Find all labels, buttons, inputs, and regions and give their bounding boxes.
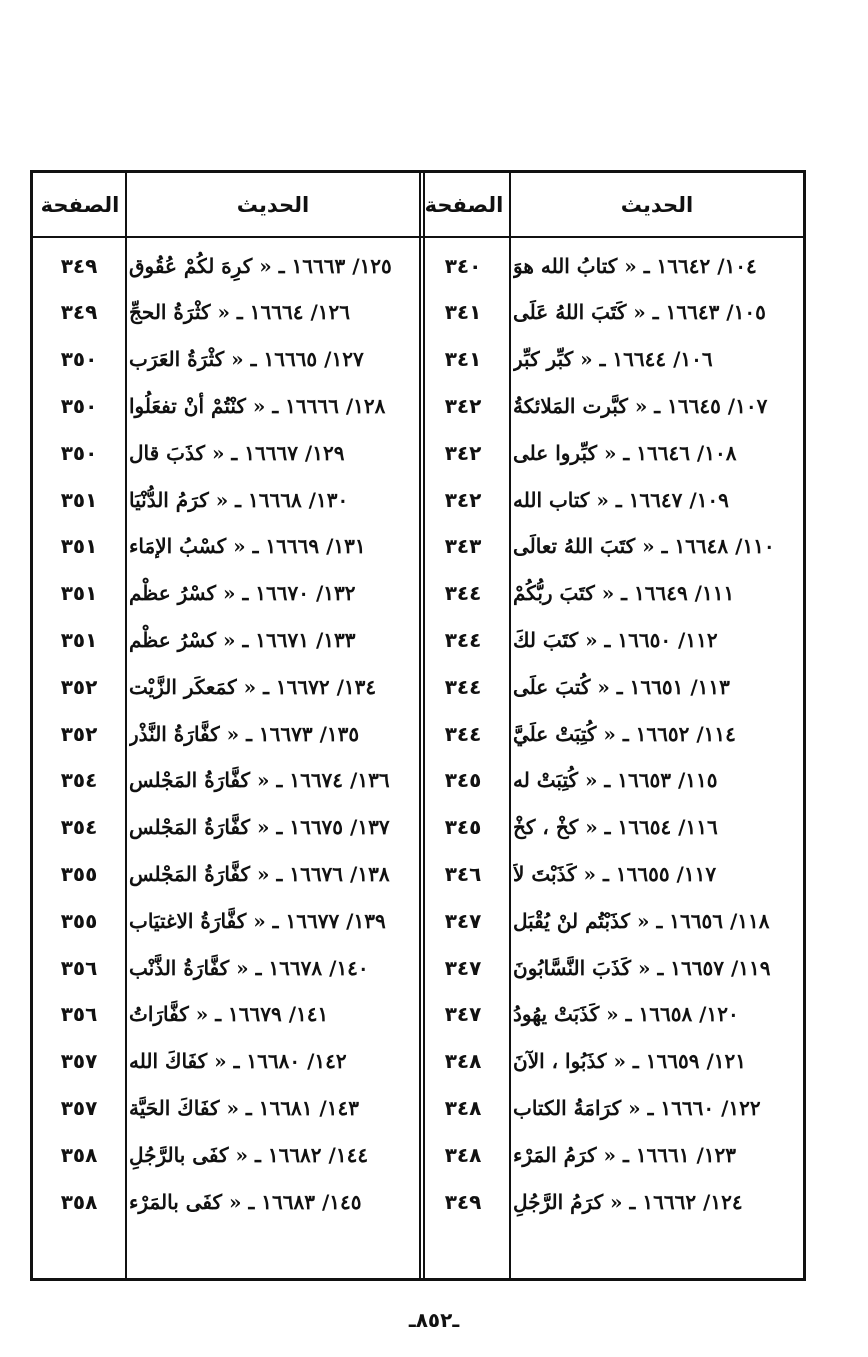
hadith-entry: ١٤٣/ ١٦٦٨١ ـ « كفَاكَ الحَيَّة — [129, 1095, 359, 1120]
page-ref: ٣٤٤ — [444, 674, 482, 699]
hadith-entry: ١٤٥/ ١٦٦٨٣ ـ « كفَى بالمَرْء — [129, 1189, 362, 1214]
table-row — [33, 430, 419, 475]
table-row — [417, 711, 803, 756]
table-row — [33, 477, 419, 522]
table-row — [417, 477, 803, 522]
table-row — [417, 898, 803, 943]
hadith-entry: ١٣٤/ ١٦٦٧٢ ـ « كمَعكَر الزَّيْت — [129, 674, 377, 699]
hadith-entry: ١٣٠/ ١٦٦٦٨ ـ « كرَمُ الدُّنْيَا — [129, 487, 349, 512]
hadith-entry: ١٢٠/ ١٦٦٥٨ ـ « كَذَبَتْ يهُودُ — [513, 1002, 739, 1027]
table-row — [33, 617, 419, 662]
table-row — [33, 1085, 419, 1130]
hadith-entry: ١٣٦/ ١٦٦٧٤ ـ « كفَّارَةُ المَجْلس — [129, 768, 390, 793]
hadith-entry: ١٣١/ ١٦٦٦٩ ـ « كسْبُ الإمَاء — [129, 534, 366, 559]
page-ref: ٣٥٦ — [60, 955, 98, 980]
page-ref: ٣٥٤ — [60, 815, 98, 840]
page-ref: ٣٤١ — [444, 347, 482, 372]
page-ref: ٣٤٢ — [444, 487, 482, 512]
page-ref: ٣٤٠ — [444, 253, 482, 278]
hadith-entry: ١١٢/ ١٦٦٥٠ ـ « كتَبَ لكَ — [513, 627, 718, 652]
page-ref: ٣٤٩ — [60, 300, 98, 325]
page-ref: ٣٥٤ — [60, 768, 98, 793]
table-row — [417, 571, 803, 616]
hadith-entry: ١٠٥/ ١٦٦٤٣ ـ « كَتَبَ اللهُ عَلَى — [513, 300, 766, 325]
page-ref: ٣٤٤ — [444, 581, 482, 606]
page-ref: ٣٤٧ — [444, 1002, 482, 1027]
page-ref: ٣٥٥ — [60, 908, 98, 933]
hadith-entry: ١٢٣/ ١٦٦٦١ ـ « كرَمُ المَرْء — [513, 1142, 737, 1167]
page-ref: ٣٤٨ — [444, 1095, 482, 1120]
page-ref: ٣٥٨ — [60, 1142, 98, 1167]
header-divider — [33, 236, 419, 238]
hadith-entry: ١٠٩/ ١٦٦٤٧ ـ « كتاب الله — [513, 487, 729, 512]
table-row — [33, 524, 419, 569]
hadith-entry: ١١٠/ ١٦٦٤٨ ـ « كتَبَ اللهُ تعالَى — [513, 534, 775, 559]
table-row — [33, 758, 419, 803]
hadith-entry: ١١٩/ ١٦٦٥٧ ـ « كَذَبَ النَّسَّابُونَ — [513, 955, 771, 980]
table-row — [417, 1179, 803, 1224]
page-ref: ٣٤٧ — [444, 908, 482, 933]
table-row — [417, 383, 803, 428]
hadith-entry: ١٠٦/ ١٦٦٤٤ ـ « كبِّر كبِّر — [513, 347, 713, 372]
page-ref: ٣٥٥ — [60, 861, 98, 886]
page-ref: ٣٥٨ — [60, 1189, 98, 1214]
hadith-entry: ١١٧/ ١٦٦٥٥ ـ « كَذَبْتَ لاَ — [513, 861, 717, 886]
table-row — [33, 1132, 419, 1177]
header-page-left: الصفحة — [40, 192, 120, 217]
hadith-entry: ١١٦/ ١٦٦٥٤ ـ « كخْ ، كخْ — [513, 815, 718, 840]
hadith-entry: ١٤٠/ ١٦٦٧٨ ـ « كفَّارَةُ الذَّنْب — [129, 955, 369, 980]
hadith-entry: ١١٥/ ١٦٦٥٣ ـ « كُتِبَتْ له — [513, 768, 718, 793]
right-column-group — [417, 173, 803, 1278]
page-ref: ٣٤١ — [444, 300, 482, 325]
table-row — [33, 290, 419, 335]
table-row — [33, 664, 419, 709]
table-row — [33, 945, 419, 990]
hadith-entry: ١٢٧/ ١٦٦٦٥ ـ « كثْرَةُ العَرَب — [129, 347, 364, 372]
page-ref: ٣٥٢ — [60, 674, 98, 699]
hadith-entry: ١١١/ ١٦٦٤٩ ـ « كتَبَ ربُّكُمْ — [513, 581, 735, 606]
hadith-entry: ١٠٤/ ١٦٦٤٢ ـ « كتابُ الله هوَ — [513, 253, 757, 278]
table-row — [417, 1085, 803, 1130]
page-ref: ٣٥٧ — [60, 1049, 98, 1074]
hadith-entry: ١٢٩/ ١٦٦٦٧ ـ « كذَبَ قال — [129, 440, 345, 465]
table-row — [417, 290, 803, 335]
table-row — [417, 851, 803, 896]
table-row — [33, 383, 419, 428]
hadith-entry: ١٠٧/ ١٦٦٤٥ ـ « كبَّرت المَلائكةُ — [513, 393, 768, 418]
page-ref: ٣٤٤ — [444, 721, 482, 746]
page-ref: ٣٥٠ — [60, 440, 98, 465]
header-divider — [417, 236, 803, 238]
table-row — [33, 1179, 419, 1224]
table-row — [417, 430, 803, 475]
hadith-entry: ١٢٤/ ١٦٦٦٢ ـ « كرَمُ الرَّجُلِ — [513, 1189, 743, 1214]
page-ref: ٣٥١ — [60, 534, 98, 559]
table-row — [417, 805, 803, 850]
table-row — [417, 664, 803, 709]
page-ref: ٣٤٧ — [444, 955, 482, 980]
hadith-entry: ١٢٦/ ١٦٦٦٤ ـ « كثْرَةُ الحجِّ — [129, 300, 350, 325]
page-ref: ٣٥٦ — [60, 1002, 98, 1027]
page-ref: ٣٤٢ — [444, 440, 482, 465]
hadith-entry: ١١٤/ ١٦٦٥٢ ـ « كُتِبَتْ علَيَّ — [513, 721, 736, 746]
page-ref: ٣٥١ — [60, 581, 98, 606]
hadith-entry: ١٢١/ ١٦٦٥٩ ـ « كذَبُوا ، الآنَ — [513, 1049, 746, 1074]
hadith-entry: ١٣٣/ ١٦٦٧١ ـ « كسْرُ عظْم — [129, 627, 356, 652]
hadith-entry: ١١٨/ ١٦٦٥٦ ـ « كذَبْتُم لنْ يُقْبَل — [513, 908, 770, 933]
page-ref: ٣٤٩ — [444, 1189, 482, 1214]
hadith-entry: ١١٣/ ١٦٦٥١ ـ « كُتبَ علَى — [513, 674, 730, 699]
hadith-entry: ١٤١/ ١٦٦٧٩ ـ « كفَّارَاتُ — [129, 1002, 329, 1027]
hadith-entry: ١٠٨/ ١٦٦٤٦ ـ « كبِّروا على — [513, 440, 737, 465]
page-ref: ٣٤٢ — [444, 393, 482, 418]
page-ref: ٣٤٩ — [60, 253, 98, 278]
table-row — [417, 758, 803, 803]
table-row — [33, 1039, 419, 1084]
table-row — [33, 243, 419, 288]
table-row — [417, 524, 803, 569]
hadith-entry: ١٣٩/ ١٦٦٧٧ ـ « كفَّارَةُ الاغتيَاب — [129, 908, 386, 933]
table-row — [417, 1132, 803, 1177]
table-row — [417, 617, 803, 662]
table-row — [33, 851, 419, 896]
page-ref: ٣٤٨ — [444, 1049, 482, 1074]
hadith-entry: ١٢٥/ ١٦٦٦٣ ـ « كرِهَ لكُمْ عُقُوق — [129, 253, 392, 278]
page-ref: ٣٥١ — [60, 487, 98, 512]
page-ref: ٣٤٨ — [444, 1142, 482, 1167]
page-ref: ٣٥٠ — [60, 393, 98, 418]
page-number: ـ٨٥٢ـ — [408, 1308, 460, 1332]
table-row — [417, 945, 803, 990]
hadith-entry: ١٣٧/ ١٦٦٧٥ ـ « كفَّارَةُ المَجْلس — [129, 815, 390, 840]
header-page-right: الصفحة — [424, 192, 504, 217]
hadith-entry: ١٤٢/ ١٦٦٨٠ ـ « كفَاكَ الله — [129, 1049, 347, 1074]
hadith-entry: ١٣٢/ ١٦٦٧٠ ـ « كسْرُ عظْم — [129, 581, 356, 606]
hadith-entry: ١٢٢/ ١٦٦٦٠ ـ « كرَامَةُ الكتاب — [513, 1095, 761, 1120]
center-divider — [419, 173, 421, 1278]
page-ref: ٣٥٠ — [60, 347, 98, 372]
page-ref: ٣٥٧ — [60, 1095, 98, 1120]
table-row — [33, 571, 419, 616]
page-ref: ٣٤٤ — [444, 627, 482, 652]
table-row — [33, 805, 419, 850]
page-ref: ٣٥٢ — [60, 721, 98, 746]
page-ref: ٣٤٦ — [444, 861, 482, 886]
page-ref: ٣٤٥ — [444, 815, 482, 840]
header-hadith-right: الحديث — [620, 192, 694, 217]
table-row — [417, 992, 803, 1037]
hadith-entry: ١٣٥/ ١٦٦٧٣ ـ « كفَّارَةُ النَّذْر — [129, 721, 360, 746]
table-row — [33, 711, 419, 756]
header-hadith-left: الحديث — [236, 192, 310, 217]
page-ref: ٣٤٥ — [444, 768, 482, 793]
table-row — [33, 992, 419, 1037]
page-ref: ٣٥١ — [60, 627, 98, 652]
center-divider-inner — [423, 173, 425, 1278]
table-row — [33, 337, 419, 382]
table-row — [33, 898, 419, 943]
table-row — [417, 243, 803, 288]
table-row — [417, 1039, 803, 1084]
left-column-group — [33, 173, 419, 1278]
hadith-entry: ١٣٨/ ١٦٦٧٦ ـ « كفَّارَةُ المَجْلس — [129, 861, 390, 886]
page-ref: ٣٤٣ — [444, 534, 482, 559]
index-table — [30, 170, 806, 1281]
table-row — [417, 337, 803, 382]
hadith-entry: ١٤٤/ ١٦٦٨٢ ـ « كفَى بالرَّجُلِ — [129, 1142, 369, 1167]
hadith-entry: ١٢٨/ ١٦٦٦٦ ـ « كنْتُمْ أنْ تفعَلُوا — [129, 393, 386, 418]
